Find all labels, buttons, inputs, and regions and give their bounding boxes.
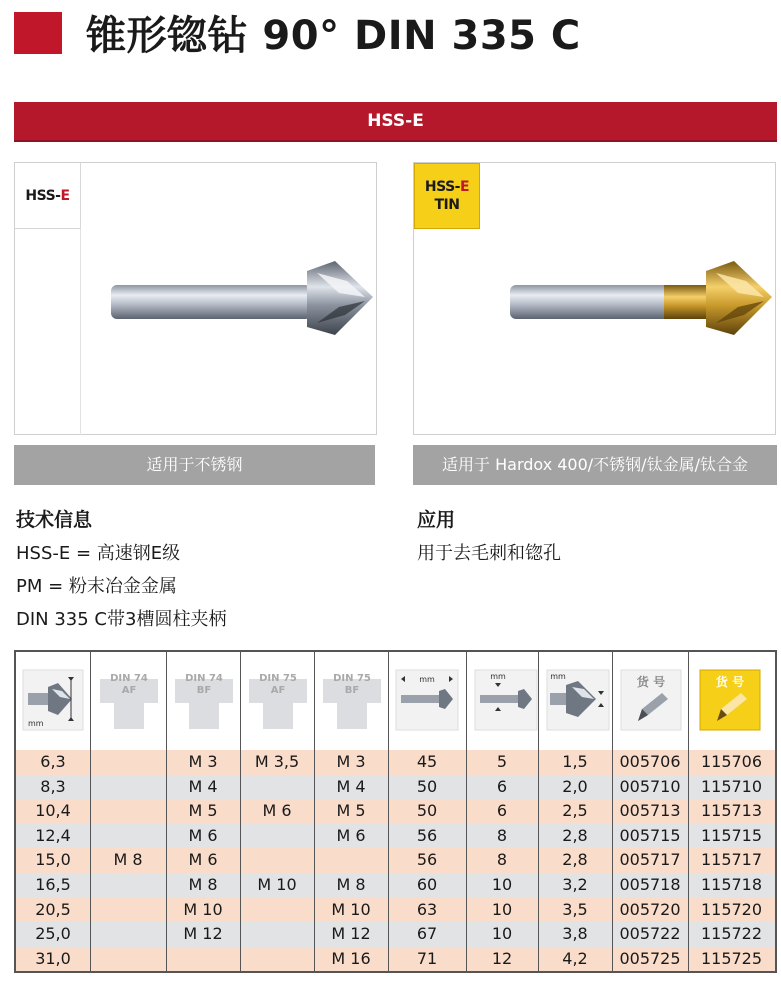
- article-no-tin-cell: 115720: [700, 899, 763, 919]
- din75-bf-cell: M 6: [336, 825, 366, 845]
- diameter-cell: 12,4: [35, 825, 71, 845]
- shank-diameter-cell: 8: [496, 850, 508, 870]
- din74-bf-cell: M 4: [188, 776, 218, 796]
- din75-bf-cell: M 10: [331, 899, 371, 919]
- article-no-cell: 005715: [619, 825, 681, 845]
- din75-bf-cell: M 5: [336, 801, 366, 821]
- total-length-cell: 50: [416, 801, 438, 821]
- din75-af-cell: [240, 824, 314, 849]
- article-no-label: 货 号: [636, 675, 666, 689]
- column-separator: [612, 652, 613, 971]
- pilot-diameter-icon: [546, 668, 610, 732]
- section-banner: HSS-E: [14, 102, 777, 140]
- table-row: [16, 947, 775, 972]
- countersink-tool-image: [95, 243, 375, 353]
- table-row: [16, 922, 775, 947]
- total-length-cell: 71: [416, 948, 438, 968]
- column-separator: [466, 652, 467, 971]
- din75-bf-icon: [321, 668, 383, 732]
- din74-af-cell: [90, 824, 166, 849]
- table-header-row: [16, 652, 775, 755]
- product-caption-left: 适用于不锈钢: [14, 445, 375, 485]
- column-separator: [538, 652, 539, 971]
- article-number-icon: [620, 668, 682, 732]
- article-no-label: 货 号: [715, 675, 745, 689]
- din74-af-cell: [90, 898, 166, 923]
- din74bf-label-1: DIN 74: [185, 673, 223, 684]
- countersink-tin-tool-image: [494, 243, 774, 353]
- shank-diameter-cell: 6: [496, 776, 508, 796]
- din74-af-cell: [90, 750, 166, 775]
- din75-af-cell: M 10: [257, 875, 297, 894]
- table-row: [16, 775, 775, 800]
- article-no-tin-cell: 115718: [700, 875, 763, 894]
- page-title: 锥形锪钻 90° DIN 335 C: [86, 13, 581, 59]
- article-no-cell: 005717: [619, 850, 681, 870]
- badge-tin-label: TIN: [434, 197, 460, 213]
- din74-af-cell: M 8: [113, 850, 143, 870]
- din75bf-label-1: DIN 75: [333, 673, 371, 684]
- total-length-icon: [395, 668, 459, 732]
- diameter-cell: 25,0: [35, 924, 71, 944]
- din75af-label-2: AF: [270, 685, 286, 696]
- article-no-tin-cell: 115710: [700, 776, 763, 796]
- article-no-cell: 005722: [619, 924, 681, 944]
- din75-bf-cell: M 8: [336, 875, 366, 894]
- pilot-cell: 3,5: [562, 899, 588, 919]
- shank-diameter-icon: [474, 668, 538, 732]
- din74bf-label-2: BF: [196, 685, 212, 696]
- din75-bf-cell: M 16: [331, 948, 371, 968]
- article-no-tin-cell: 115715: [700, 825, 763, 845]
- mm-unit-label: mm: [28, 719, 44, 728]
- din74-af-cell: [90, 922, 166, 947]
- hss-e-badge: [15, 163, 81, 229]
- article-no-tin-cell: 115722: [700, 924, 763, 944]
- column-separator: [90, 652, 91, 971]
- application-line: 用于去毛刺和锪孔: [417, 543, 561, 564]
- tech-info-line: HSS-E = 高速钢E级: [16, 543, 181, 564]
- diameter-cell: 10,4: [35, 801, 71, 821]
- specification-table: [14, 650, 777, 973]
- article-no-cell: 005713: [619, 801, 681, 821]
- column-separator: [166, 652, 167, 971]
- din74-af-cell: [90, 799, 166, 824]
- din75-af-cell: [240, 947, 314, 972]
- total-length-cell: 56: [416, 825, 438, 845]
- shank-diameter-cell: 12: [491, 948, 513, 968]
- article-no-cell: 005720: [619, 899, 681, 919]
- din75-bf-cell: [314, 848, 388, 873]
- badge-suffix: E: [60, 187, 70, 204]
- din75-af-icon: [247, 668, 309, 732]
- product-panel-hss-e-tin: [413, 162, 776, 435]
- table-row: [16, 873, 775, 898]
- title-accent-square: [14, 12, 62, 54]
- din74-bf-cell: M 10: [183, 899, 223, 919]
- din75-af-cell: [240, 775, 314, 800]
- shank-diameter-cell: 10: [491, 924, 513, 944]
- diameter-icon: [22, 668, 84, 732]
- tech-info-line: DIN 335 C带3槽圆柱夹柄: [16, 609, 227, 630]
- total-length-cell: 60: [416, 875, 438, 894]
- badge-prefix: HSS-: [25, 187, 61, 204]
- pilot-cell: 2,8: [562, 825, 588, 845]
- din75bf-label-2: BF: [344, 685, 360, 696]
- tech-info-heading: 技术信息: [16, 509, 93, 531]
- din74-bf-cell: M 5: [188, 801, 218, 821]
- diameter-cell: 8,3: [40, 776, 66, 796]
- table-row: [16, 824, 775, 849]
- column-separator: [314, 652, 315, 971]
- din75-af-cell: [240, 848, 314, 873]
- total-length-cell: 50: [416, 776, 438, 796]
- badge-column: [15, 229, 81, 435]
- din74-af-cell: [90, 775, 166, 800]
- din75-af-cell: [240, 898, 314, 923]
- din75-af-cell: M 3,5: [254, 752, 300, 771]
- shank-diameter-cell: 10: [491, 899, 513, 919]
- diameter-cell: 16,5: [35, 875, 71, 894]
- shank-diameter-cell: 10: [491, 875, 513, 894]
- din75-bf-cell: M 4: [336, 776, 366, 796]
- total-length-cell: 45: [416, 752, 438, 771]
- mm-unit-label: mm: [490, 672, 506, 681]
- table-row: [16, 799, 775, 824]
- din74-bf-cell: M 6: [188, 825, 218, 845]
- total-length-cell: 67: [416, 924, 438, 944]
- din75-bf-cell: M 3: [336, 752, 366, 771]
- hss-e-tin-badge: [414, 163, 480, 229]
- mm-unit-label: mm: [419, 675, 435, 684]
- table-row: [16, 750, 775, 775]
- diameter-cell: 31,0: [35, 948, 71, 968]
- product-panel-hss-e: [14, 162, 377, 435]
- diameter-cell: 6,3: [40, 752, 66, 771]
- shank-diameter-cell: 5: [496, 752, 508, 771]
- application-heading: 应用: [417, 509, 456, 531]
- table-row: [16, 848, 775, 873]
- din75af-label-1: DIN 75: [259, 673, 297, 684]
- din74-af-icon: [98, 668, 160, 732]
- article-no-cell: 005718: [619, 875, 681, 894]
- diameter-cell: 20,5: [35, 899, 71, 919]
- pilot-cell: 3,2: [562, 875, 588, 894]
- din74-bf-cell: M 3: [188, 752, 218, 771]
- pilot-cell: 2,0: [562, 776, 588, 796]
- total-length-cell: 63: [416, 899, 438, 919]
- article-no-cell: 005725: [619, 948, 681, 968]
- article-number-tin-icon: [699, 668, 761, 732]
- din74-bf-cell: M 8: [188, 875, 218, 894]
- table-row: [16, 898, 775, 923]
- badge-prefix: HSS-: [424, 179, 460, 195]
- diameter-cell: 15,0: [35, 850, 71, 870]
- shank-diameter-cell: 8: [496, 825, 508, 845]
- din75-af-cell: [240, 922, 314, 947]
- badge-suffix: E: [460, 179, 470, 195]
- pilot-cell: 2,5: [562, 801, 588, 821]
- din74af-label-1: DIN 74: [110, 673, 148, 684]
- shank-diameter-cell: 6: [496, 801, 508, 821]
- article-no-tin-cell: 115706: [700, 752, 763, 771]
- din74-bf-cell: [166, 947, 240, 972]
- din74-bf-cell: M 6: [188, 850, 218, 870]
- pilot-cell: 2,8: [562, 850, 588, 870]
- din74-bf-icon: [173, 668, 235, 732]
- mm-unit-label: mm: [550, 672, 566, 681]
- din74-af-cell: [90, 873, 166, 898]
- pilot-cell: 1,5: [562, 752, 588, 771]
- article-no-tin-cell: 115713: [700, 801, 763, 821]
- pilot-cell: 3,8: [562, 924, 588, 944]
- din75-af-cell: M 6: [262, 801, 292, 821]
- din74af-label-2: AF: [121, 685, 137, 696]
- column-separator: [688, 652, 689, 971]
- column-separator: [240, 652, 241, 971]
- tech-info-line: PM = 粉末冶金金属: [16, 576, 177, 597]
- pilot-cell: 4,2: [562, 948, 588, 968]
- article-no-cell: 005710: [619, 776, 681, 796]
- din75-bf-cell: M 12: [331, 924, 371, 944]
- total-length-cell: 56: [416, 850, 438, 870]
- article-no-tin-cell: 115717: [700, 850, 763, 870]
- column-separator: [388, 652, 389, 971]
- product-caption-right: 适用于 Hardox 400/不锈钢/钛金属/钛合金: [413, 445, 777, 485]
- din74-af-cell: [90, 947, 166, 972]
- din74-bf-cell: M 12: [183, 924, 223, 944]
- article-no-cell: 005706: [619, 752, 681, 771]
- article-no-tin-cell: 115725: [700, 948, 763, 968]
